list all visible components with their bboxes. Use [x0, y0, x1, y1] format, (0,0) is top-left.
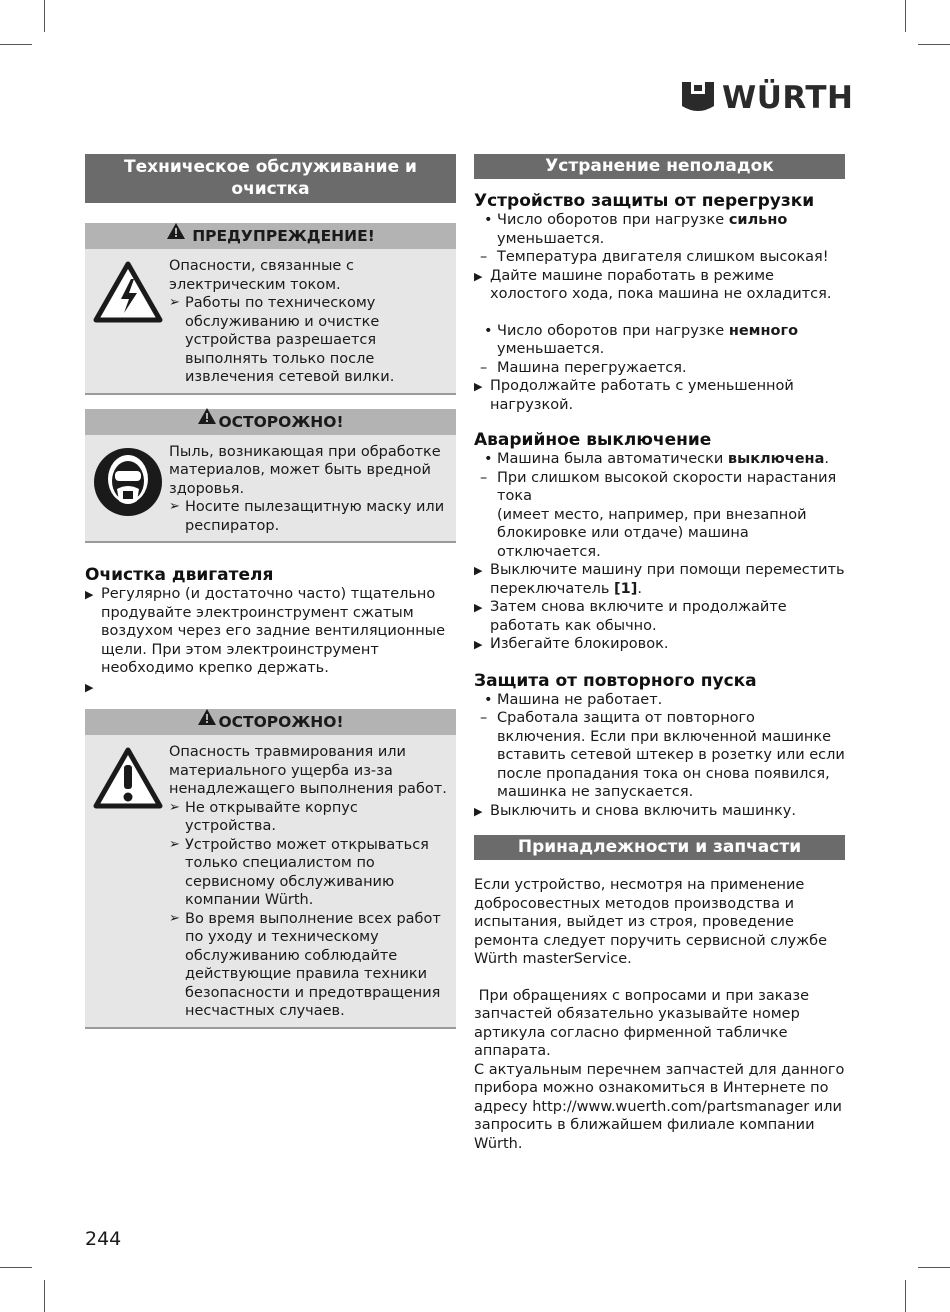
caution-box-injury	[85, 709, 456, 1029]
caution-item: ➢ Не открывайте корпус устройства.	[169, 799, 358, 834]
restart-heading: Защита от повторного пуска	[474, 670, 757, 691]
caution-header	[85, 409, 456, 435]
crop-mark	[44, 0, 45, 32]
section-header-troubleshooting: Устранение неполадок	[474, 154, 845, 179]
caution-intro: Пыль, возникающая при обработке материалов, может быть вредной здоровья.	[169, 443, 441, 497]
cause-item: – При слишком высокой скорости нарастания тока (имеет место, например, при внезапной блокировке или отдаче) машина отключается.	[480, 469, 837, 560]
accessories-paragraph: При обращениях с вопросами и при заказе запчастей обязательно указывайте номер артикула согласно фирменной табличке аппарата.	[474, 987, 814, 1059]
caution-title: ОСТОРОЖНО!	[218, 412, 344, 431]
respirator-mask-icon	[89, 443, 167, 536]
caution-title: ОСТОРОЖНО!	[218, 713, 344, 731]
action-item: ▶ Дайте машине поработать в режиме холостого хода, пока машина не охладится.	[474, 267, 832, 302]
caution-item: ➢ Носите пылезащитную маску или респиратор.	[169, 499, 445, 534]
symptom-item: • Машина была автоматически выключена.	[484, 451, 829, 467]
motor-bullet: ▶ Регулярно (и достаточно часто) тщательно продувайте электроинструмент сжатым воздухом через его задние вентиляционные щели. При этом электроинструмент необходимо крепко держать.	[85, 586, 446, 676]
general-warning-icon	[89, 743, 167, 1021]
warning-box-electric	[85, 223, 456, 395]
crop-mark	[0, 44, 32, 45]
section-header-accessories: Принадлежности и запчасти	[474, 835, 845, 860]
action-item: ▶ Выключить и снова включить машинку.	[474, 802, 796, 819]
page-number: 244	[85, 1228, 122, 1250]
action-item: ▶ Затем снова включите и продолжайте работать как обычно.	[474, 599, 787, 634]
caution-box-dust	[85, 409, 456, 544]
emergency-heading: Аварийное выключение	[474, 430, 712, 450]
caution-item: ➢ Устройство может открываться только специалистом по сервисному обслуживанию компании Würth.	[169, 836, 429, 908]
motor-cleaning-heading: Очистка двигателя	[85, 565, 274, 585]
crop-mark	[0, 1267, 32, 1268]
warning-title: ПРЕДУПРЕЖДЕНИЕ!	[192, 227, 375, 245]
caution-item: ➢ Во время выполнение всех работ по уходу и техническому обслуживанию соблюдайте действующие правила техники безопасности и предотвращения несчастных случаев.	[169, 910, 441, 1019]
caution-body	[85, 735, 456, 1027]
wurth-logo	[680, 79, 853, 117]
left-column	[85, 154, 456, 1029]
right-column	[474, 154, 845, 1153]
crop-mark	[905, 0, 906, 32]
crop-mark	[44, 1280, 45, 1312]
crop-mark	[918, 44, 950, 45]
warning-item: ➢ Работы по техническому обслуживанию и очистке устройства разрешается выполнять только после извлечения сетевой вилки.	[169, 295, 395, 385]
overload-heading: Устройство защиты от перегрузки	[474, 191, 815, 211]
crop-mark	[905, 1280, 906, 1312]
action-item: ▶ Продолжайте работать с уменьшенной нагрузкой.	[474, 378, 794, 413]
symptom-item: • Число оборотов при нагрузке сильно уменьшается.	[484, 212, 788, 247]
accessories-paragraph: Если устройство, несмотря на применение добросовестных методов производства и испытания, выйдет из строя, проведение ремонта следует поручить сервисной службе Würth masterService.	[474, 877, 827, 967]
warning-triangle-icon	[197, 708, 217, 734]
cause-item: – Сработала защита от повторного включения. Если при включенной машинке вставить сетевой штекер в розетку или если после пропадания тока он снова появился, машинка не запускается.	[480, 710, 845, 800]
cause-item: – Температура двигателя слишком высокая!	[480, 249, 829, 265]
warning-body	[85, 249, 456, 393]
action-item: ▶ Избегайте блокировок.	[474, 636, 669, 652]
brand-name: WÜRTH	[722, 80, 854, 116]
wurth-emblem-icon	[680, 80, 716, 116]
section-header-maintenance: Техническое обслуживание и очистка	[85, 154, 456, 203]
warning-intro: Опасности, связанные с электрическим током.	[169, 258, 354, 293]
action-item: ▶ Выключите машину при помощи переместить переключатель [1].	[474, 562, 845, 597]
caution-header	[85, 709, 456, 735]
caution-intro: Опасность травмирования или материального ущерба из-за ненадлежащего выполнения работ.	[169, 744, 447, 797]
cause-item: – Машина перегружается.	[480, 359, 687, 376]
accessories-paragraph: С актуальным перечнем запчастей для данного прибора можно ознакомиться в Интернете по адресу http://www.wuerth.com/partsmanager или запросить в ближайшем филиале компании Würth.	[474, 1061, 845, 1152]
caution-body	[85, 435, 456, 542]
warning-header	[85, 223, 456, 249]
crop-mark	[918, 1267, 950, 1268]
motor-bullet: ▶	[85, 680, 94, 694]
symptom-item: • Число оборотов при нагрузке немного уменьшается.	[484, 322, 799, 357]
warning-triangle-icon	[197, 407, 217, 433]
symptom-item: • Машина не работает.	[484, 691, 663, 708]
warning-triangle-icon	[166, 222, 186, 248]
electric-hazard-icon	[89, 257, 167, 387]
